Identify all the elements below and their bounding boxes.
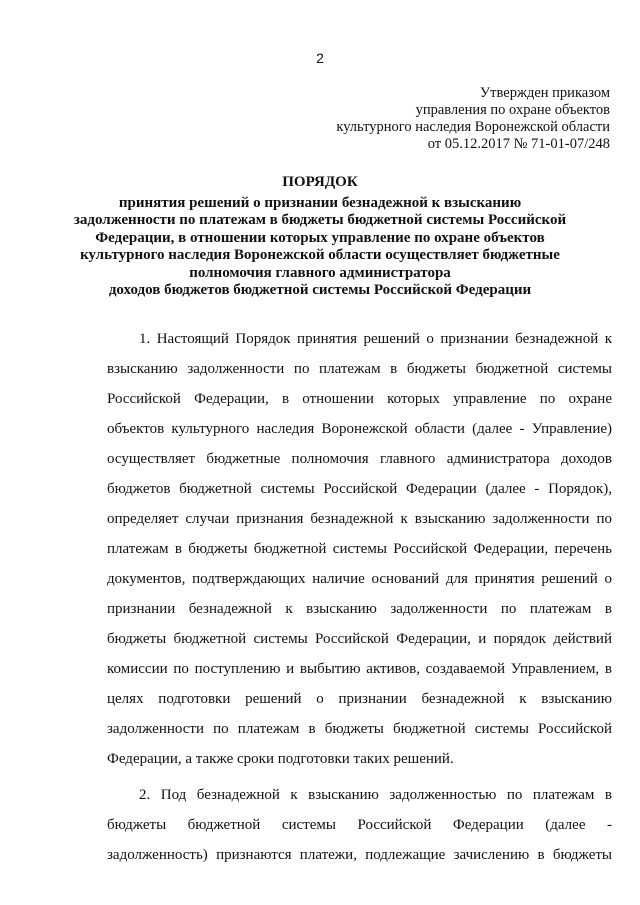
approval-line: Утвержден приказом [479, 85, 610, 101]
document-body [107, 324, 612, 870]
text-line: платежам в бюджеты бюджетной системы Российской Федерации, перечень [107, 541, 612, 557]
text-line: задолженности по платежам в бюджеты бюджетной системы Российской [107, 721, 612, 737]
text-line: бюджеты бюджетной системы Российской Федерации, и порядок действий [107, 631, 612, 647]
text-line: осуществляет бюджетные полномочия главного администратора доходов [107, 451, 612, 467]
document-title [0, 174, 640, 300]
text-line: бюджеты бюджетной системы Российской Федерации (далее - [107, 817, 612, 833]
text-line: бюджетов бюджетной системы Российской Федерации (далее - Порядок), [107, 481, 612, 497]
text-line: документов, подтверждающих наличие оснований для принятия решений о [107, 571, 612, 587]
text-line: 2. Под безнадежной к взысканию задолженностью по платежам в [139, 787, 612, 803]
approval-line: культурного наследия Воронежской области [336, 119, 610, 135]
title-line: Федерации, в отношении которых управление по охране объектов [95, 229, 545, 246]
text-line: определяет случаи признания безнадежной к взысканию задолженности по [107, 511, 612, 527]
text-line: объектов культурного наследия Воронежской области (далее - Управление) [107, 421, 612, 437]
title-line: культурного наследия Воронежской области осуществляет бюджетные [80, 247, 560, 263]
text-line: признании безнадежной к взысканию задолженности по платежам в [107, 601, 612, 617]
paragraph-1 [107, 324, 612, 774]
text-line: Российской Федерации, в отношении которых управление по охране [107, 391, 612, 407]
paragraph-2 [107, 780, 612, 870]
approval-line: управления по охране объектов [415, 102, 610, 118]
text-line: Федерации, а также сроки подготовки таких решений. [107, 751, 454, 767]
text-line: комиссии по поступлению и выбытию активов, создаваемой Управлением, в [107, 661, 612, 677]
text-line: взысканию задолженности по платежам в бюджеты бюджетной системы [107, 361, 612, 377]
approval-stamp [336, 85, 610, 153]
title-heading: ПОРЯДОК [282, 174, 358, 190]
page-number: 2 [316, 50, 324, 66]
approval-line: от 05.12.2017 № 71-01-07/248 [427, 136, 610, 152]
title-line: доходов бюджетов бюджетной системы Российской Федерации [108, 282, 532, 298]
title-line: задолженности по платежам в бюджеты бюджетной системы Российской [73, 212, 567, 228]
title-line: принятия решений о признании безнадежной к взысканию [118, 194, 522, 211]
text-line: целях подготовки решений о признании безнадежной к взысканию [107, 691, 612, 707]
text-line: задолженность) признаются платежи, подлежащие зачислению в бюджеты [107, 847, 612, 863]
text-line: 1. Настоящий Порядок принятия решений о признании безнадежной к [139, 331, 612, 347]
title-line: полномочия главного администратора [189, 264, 451, 281]
